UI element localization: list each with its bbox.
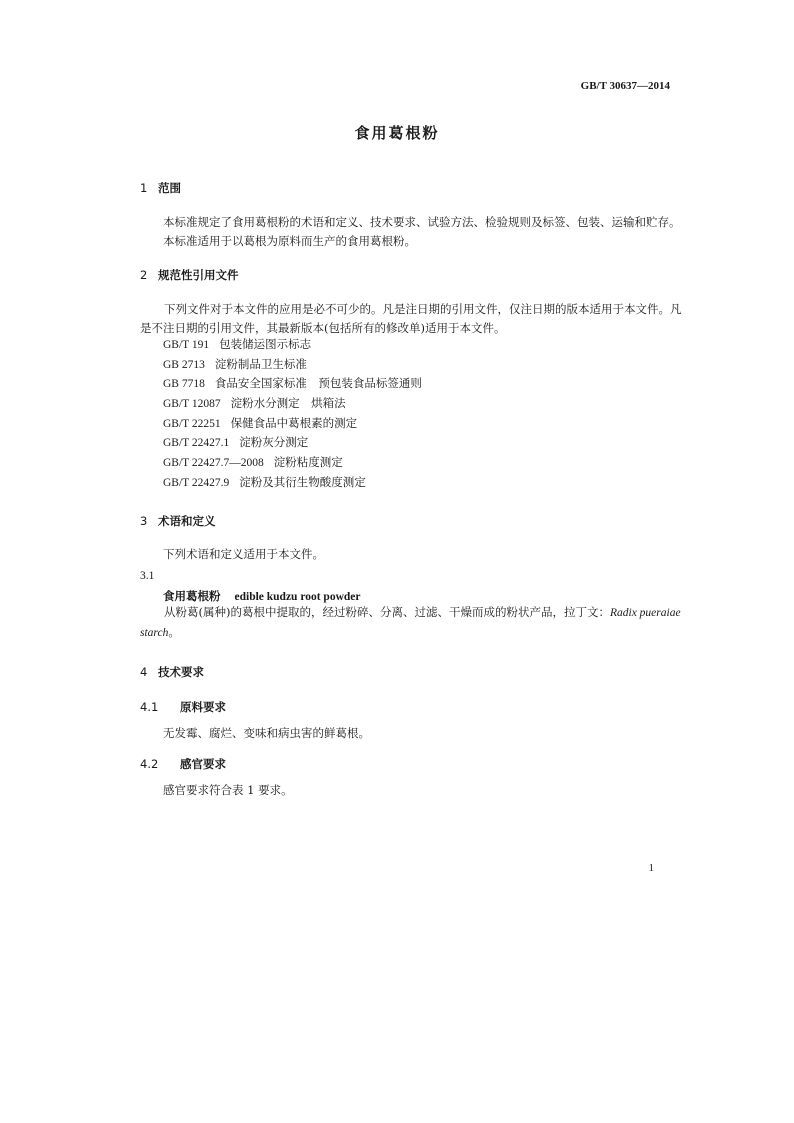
- reference-name: 淀粉水分测定 烘箱法: [230, 396, 346, 411]
- reference-code: GB 2713: [163, 358, 205, 371]
- reference-item: [163, 474, 422, 494]
- section-4-heading: [140, 664, 204, 680]
- reference-code: GB/T 22427.9: [163, 476, 230, 489]
- reference-name: 保健食品中葛根素的测定: [230, 415, 358, 430]
- subsection-title: 原料要求: [180, 700, 226, 714]
- section-number: 2: [140, 268, 148, 282]
- term-english: edible kudzu root powder: [234, 591, 361, 603]
- reference-code: GB/T 22427.7—2008: [163, 457, 264, 470]
- section-4-2-heading: [140, 756, 226, 772]
- reference-code: GB/T 22251: [163, 417, 221, 430]
- section-4-1-heading: [140, 699, 226, 715]
- scope-paragraph-2: 本标准适用于以葛根为原料而生产的食用葛根粉。: [163, 234, 416, 248]
- subsection-number: 4.2: [140, 757, 159, 771]
- reference-name: 食品安全国家标准 预包装食品标签通则: [214, 376, 422, 391]
- reference-name: 淀粉制品卫生标准: [214, 356, 307, 371]
- page-number: 1: [648, 862, 654, 874]
- reference-list: [163, 336, 422, 494]
- section-title: 技术要求: [158, 665, 204, 679]
- term-number: 3.1: [140, 570, 155, 582]
- section-1-heading: [140, 180, 181, 196]
- reference-item: [163, 356, 422, 376]
- reference-name: 包装储运图示标志: [219, 337, 312, 351]
- sensory-requirement: 感官要求符合表 1 要求。: [163, 783, 293, 797]
- section-2-heading: [140, 267, 239, 283]
- section-title: 规范性引用文件: [158, 268, 239, 282]
- scope-paragraph-1: 本标准规定了食用葛根粉的术语和定义、技术要求、试验方法、检验规则及标签、包装、运输和贮存。: [163, 215, 681, 229]
- section-number: 3: [140, 514, 148, 528]
- section-title: 范围: [158, 181, 181, 195]
- definition-latin: Radix pueraiae starch: [140, 607, 681, 639]
- reference-name: 淀粉及其衍生物酸度测定: [239, 474, 366, 489]
- reference-code: GB/T 12087: [163, 398, 221, 411]
- reference-name: 淀粉粘度测定: [273, 455, 343, 470]
- subsection-number: 4.1: [140, 700, 159, 714]
- definition-text: 从粉葛(属种)的葛根中提取的，经过粉碎、分离、过滤、干燥而成的粉状产品，拉丁文：: [164, 605, 610, 619]
- term-heading: [163, 588, 360, 604]
- section-number: 1: [140, 181, 148, 195]
- reference-item: [163, 434, 422, 454]
- section-3-heading: [140, 513, 216, 529]
- reference-item: [163, 454, 422, 474]
- reference-code: GB/T 191: [163, 339, 210, 351]
- raw-material-requirement: 无发霉、腐烂、变味和病虫害的鲜葛根。: [163, 726, 370, 740]
- terms-intro: 下列术语和定义适用于本文件。: [163, 547, 324, 561]
- reference-item: [163, 395, 422, 415]
- definition-end: 。: [168, 625, 180, 639]
- term-definition: [140, 603, 688, 643]
- standard-code: GB/T 30637—2014: [580, 80, 670, 92]
- reference-code: GB 7718: [163, 378, 205, 391]
- reference-item: [163, 375, 422, 395]
- subsection-title: 感官要求: [180, 757, 226, 771]
- reference-item: [163, 415, 422, 435]
- reference-name: 淀粉灰分测定: [239, 435, 309, 450]
- section-title: 术语和定义: [158, 514, 216, 528]
- reference-item: [163, 336, 422, 356]
- reference-code: GB/T 22427.1: [163, 437, 230, 450]
- normative-references-intro: 下列文件对于本文件的应用是必不可少的。凡是注日期的引用文件，仅注日期的版本适用于本文件。凡是不注日期的引用文件，其最新版本(包括所有的修改单)适用于本文件。: [140, 302, 682, 335]
- term-chinese: 食用葛根粉: [163, 589, 221, 603]
- document-title: 食用葛根粉: [354, 124, 440, 142]
- section-number: 4: [140, 665, 148, 679]
